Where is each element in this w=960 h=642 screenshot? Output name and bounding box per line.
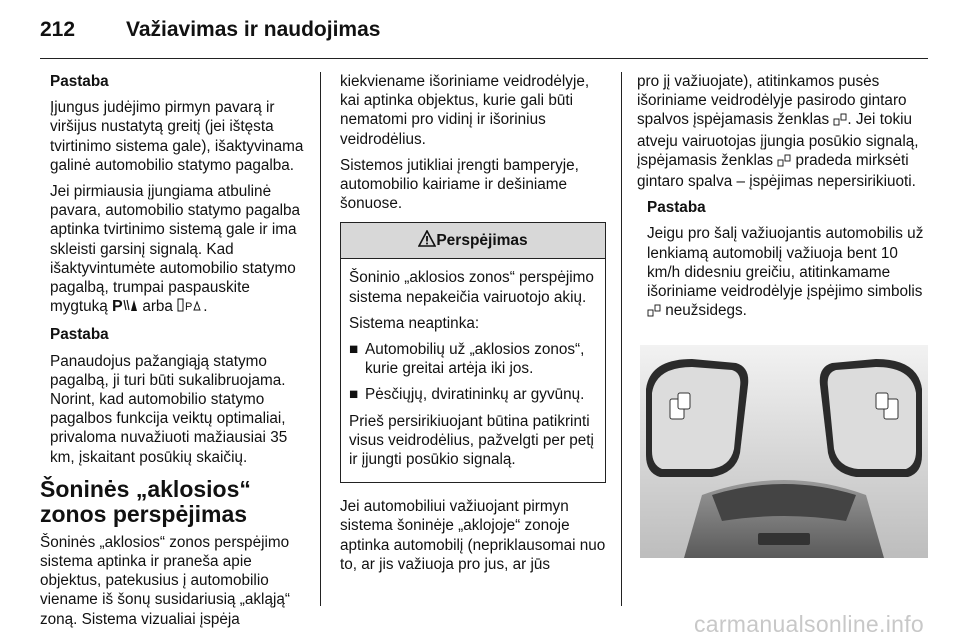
warning-triangle-icon (418, 230, 436, 252)
col1-paragraph-1 (50, 182, 306, 318)
page-number: 212 (40, 18, 76, 41)
col1-para1-or: arba (142, 298, 173, 316)
page-header (40, 12, 928, 60)
warning-title: Perspėjimas (436, 232, 528, 250)
warning-box (340, 222, 606, 483)
bullet-mark: ■ (349, 386, 359, 404)
blind-spot-mirror-illustration (640, 345, 928, 558)
warning-body (341, 259, 605, 482)
blind-spot-warning-icon (833, 112, 847, 131)
svg-text:P: P (185, 301, 193, 314)
col3-para1-c: pradeda mirksėti gintaro spalva – įspėjimas nepersirikiuoti. (637, 151, 916, 191)
warning-bullet-text: Pėsčiųjų, dviratininkų ar gyvūnų. (365, 386, 585, 404)
section-heading: Šoninės „aklosios“ zonos perspėjimas (40, 475, 251, 527)
warning-bullet (349, 385, 597, 404)
park-assist-icon (112, 297, 138, 318)
svg-text:P: P (112, 298, 123, 314)
col3-para1-b: . Jei tokiu atveju vairuotojas įjungia posūkio signalą, įspėjamasis ženklas (637, 111, 919, 169)
warning-paragraph-2: Sistema neaptinka: (349, 314, 480, 332)
warning-header (341, 223, 605, 259)
note-title-2: Pastaba (50, 326, 109, 344)
note-body-2: Panaudojus pažangiąją statymo pagalbą, ji turi būti sukalibruojama. Norint, kad automobilio statymo pagalbos funkcija veiktų optimaliai, privaloma nuvažiuoti mažiausiai 35 km, įskaitant posūkių skaičių. (50, 352, 288, 466)
col3-para1-a: pro jį važiuojate), atitinkamos pusės išoriniame veidrodėlyje pasirodo gintaro spalvos įspėjamasis ženklas (637, 73, 907, 129)
note-block-1 (40, 72, 306, 318)
note-title-3: Pastaba (647, 199, 706, 217)
park-assist-alt-icon (177, 297, 203, 318)
warning-paragraph-3: Prieš persirikiuojant būtina patikrinti visus veidrodėlius, pažvelgti per petį ir įjungti posūkio signalą. (349, 412, 594, 469)
column-divider-1 (320, 72, 321, 606)
col2-paragraph-3: Jei automobiliui važiuojant pirmyn sistema šoninėje „aklojoje“ zonoje aptinka automobilį (nepriklausomai nuo to, ar jis važiuoja pro jus, ar jūs (340, 498, 606, 573)
column-divider-2 (621, 72, 622, 606)
header-rule (40, 58, 928, 59)
note-body-1: Įjungus judėjimo pirmyn pavarą ir viršijus nustatytą greitį (jei ištęsta tvirtinimo sistema gale), išaktyvinama galinė automobilio statymo pagalba. (50, 99, 304, 174)
note-title-1: Pastaba (50, 73, 109, 90)
blind-spot-warning-icon (777, 153, 791, 172)
column-1 (40, 72, 306, 636)
chapter-title: Važiavimas ir naudojimas (126, 18, 381, 41)
column-3 (637, 72, 927, 329)
column-2 (340, 72, 606, 581)
col1-section-paragraph: Šoninės „aklosios“ zonos perspėjimo sistema aptinka ir praneša apie objektus, patekusius į automobilio viename iš šonų susidariusią „akląją“ zoną. Sistema vizualiai įspėja (40, 533, 290, 628)
note-body-3-end: neužsidegs. (665, 302, 747, 320)
watermark: carmanualsonline.info (693, 611, 924, 637)
note-block-3 (637, 198, 927, 322)
note-body-3-text: Jeigu pro šalį važiuojantis automobilis už lenkiamą automobilį važiuoja bent 10 km/h didesniu greičiu, atitinkamame išoriniame veidrodėlyje įspėjimo simbolis (647, 225, 924, 301)
col1-para1-end: . (203, 298, 208, 316)
col3-paragraph-1 (637, 72, 927, 191)
col2-paragraph-1: kiekviename išoriniame veidrodėlyje, kai aptinka objektus, kurie gali būti nematomi pro vidinį ir išorinius veidrodėlius. (340, 73, 590, 148)
col1-para1-text: Jei pirmiausia įjungiama atbulinė pavara, automobilio statymo pagalba aptinka tvirtinimo sistemą gale ir ima skleisti garsinį signalą. Kad išaktyvintumėte automobilio statymo pagalbą, trumpai paspauskite mygtuką (50, 183, 301, 316)
col2-paragraph-2: Sistemos jutikliai įrengti bamperyje, automobilio kairiame ir dešiniame šonuose. (340, 156, 579, 213)
warning-bullet (349, 340, 597, 378)
note-block-2 (40, 325, 306, 466)
note-body-3 (647, 224, 927, 322)
warning-bullet-text: Automobilių už „aklosios zonos“, kurie greitai artėja iki jos. (365, 341, 585, 378)
bullet-mark: ■ (349, 341, 359, 359)
blind-spot-warning-icon (647, 303, 661, 322)
warning-paragraph-1: Šoninio „aklosios zonos“ perspėjimo sistema nepakeičia vairuotojo akių. (349, 269, 594, 306)
